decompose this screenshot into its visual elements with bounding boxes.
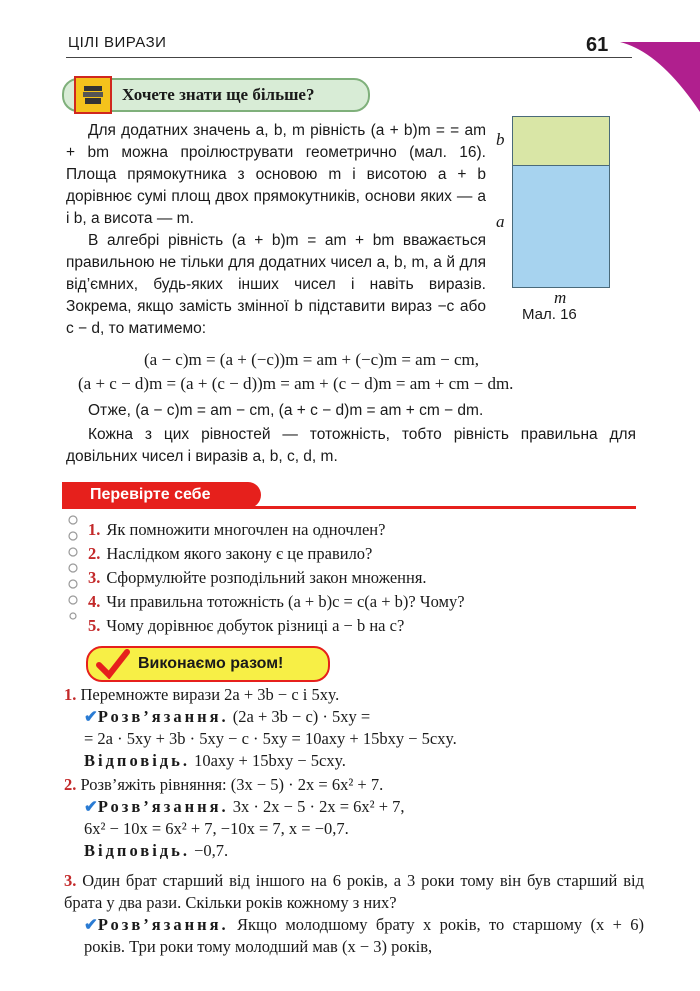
section-header: ЦІЛІ ВИРАЗИ xyxy=(68,34,167,51)
theory-paragraph-1: Для додатних значень a, b, m рівність (a + b)m = = am + bm можна проілюструвати геометрично (мал. 16). Площа прямокутника з основою m і висотою a + b дорівнює сумі площ двох прямокутників, основи яких — a і b, а висота — m. xyxy=(66,122,486,227)
theory-paragraph-3: Отже, (a − c)m = am − cm, (a + c − d)m = am + cm − dm. xyxy=(88,402,484,419)
task-1: 1. Перемножте вирази 2a + 3b − c і 5xy. xyxy=(64,685,340,704)
figure-caption: Мал. 16 xyxy=(522,306,577,323)
together-banner xyxy=(86,646,330,682)
rect-b xyxy=(513,117,609,166)
figure-16-rectangle xyxy=(512,116,610,288)
corner-decoration xyxy=(620,42,700,112)
want-more-banner xyxy=(62,78,370,112)
header-rule xyxy=(66,57,632,58)
check-icon: ✔ xyxy=(84,915,98,934)
page-number: 61 xyxy=(586,34,609,56)
want-more-title: Хочете знати ще більше? xyxy=(122,85,315,104)
task-3: 3. Один брат старший від іншого на 6 років, а 3 роки тому він був старший від брата у два рази. Скільки років кожному з них? xyxy=(64,871,645,912)
task-2: 2. Розв’яжіть рівняння: (3x − 5) · 2x = 6x² + 7. xyxy=(64,775,384,794)
list-item: 5. Чому дорівнює добуток різниці a − b на c? xyxy=(88,616,405,635)
list-item: 1. Як помножити многочлен на одночлен? xyxy=(88,520,386,539)
together-title: Виконаємо разом! xyxy=(138,655,284,672)
check-mark-icon xyxy=(96,649,130,679)
list-item: 3. Сформулюйте розподільний закон множення. xyxy=(88,568,427,587)
list-item: 2. Наслідком якого закону є це правило? xyxy=(88,544,373,563)
check-icon: ✔ xyxy=(84,707,98,726)
formula-1: (a − c)m = (a + (−c))m = am + (−c)m = am − cm, xyxy=(144,350,480,369)
worked-examples: 1. Перемножте вирази 2a + 3b − c і 5xy. ✔Розв’язання. (2a + 3b − c) · 5xy = = 2a · 5xy + 3b · 5xy − c · 5xy = 10axy + 15bxy − 5cxy. Відповідь. 10axy + 15bxy − 5cxy. 2. Розв’яжіть рівняння: (3x − 5) · 2x = 6x² + 7. ✔Розв’язання. 3x · 2x − 5 · 2x = 6x² + 7, 6x² − 10x = 6x² + 7, −10x = 7, x = −0,7. Відповідь. −0,7. 3. Один брат старший від іншого на 6 років, а 3 роки тому він був старший від брата у два рази. Скільки років кожному з них? ✔Розв’язання. Якщо молодшому брату x років, то старшому (x + 6) років. Три роки тому молодший мав (x − 3) років, xyxy=(64,685,645,956)
theory-paragraph-2: В алгебрі рівність (a + b)m = am + bm вважається правильною не тільки для додатних чисел a, b, m, а й для від’ємних, будь-яких інших чисел і навіть виразів. Зокрема, якщо замість змінної b підставити вираз −c або c − d, то матимемо: xyxy=(66,232,486,337)
formula-2: (a + c − d)m = (a + (c − d))m = am + (c − d)m = am + cm − dm. xyxy=(78,374,514,393)
fig-label-b: b xyxy=(496,130,505,149)
check-icon: ✔ xyxy=(84,797,98,816)
fig-label-m: m xyxy=(554,288,567,307)
spiral-binding-icon xyxy=(66,512,80,620)
check-yourself-rule xyxy=(62,506,636,509)
rect-a xyxy=(513,166,609,287)
books-icon xyxy=(74,76,112,114)
fig-label-a: a xyxy=(496,212,505,231)
theory-paragraph-4: Кожна з цих рівностей — тотожність, тобто рівність правильна для довільних чисел і виразів a, b, c, d, m. xyxy=(66,426,636,465)
list-item: 4. Чи правильна тотожність (a + b)c = c(a + b)? Чому? xyxy=(88,592,465,611)
check-yourself-title: Перевірте себе xyxy=(62,482,261,508)
questions-list xyxy=(88,518,465,638)
